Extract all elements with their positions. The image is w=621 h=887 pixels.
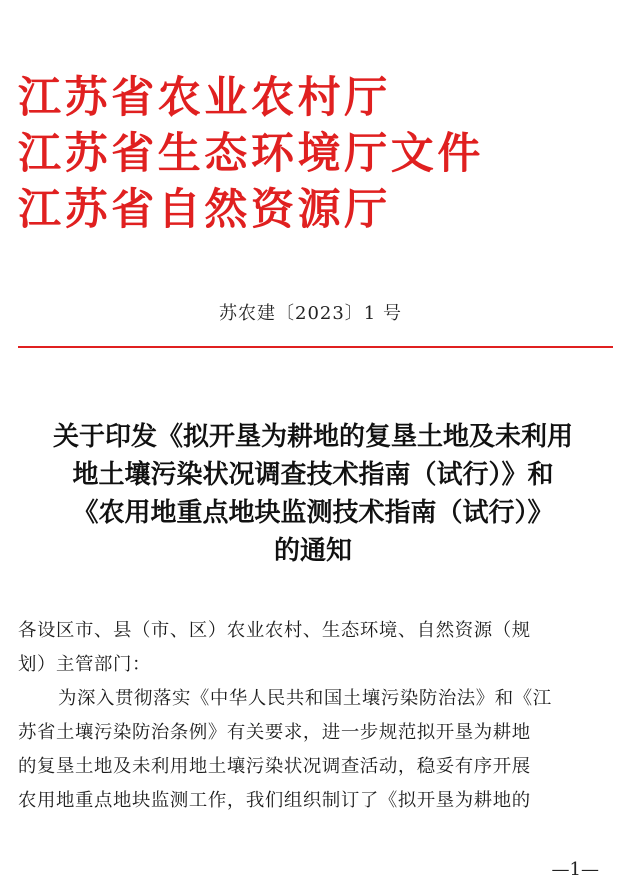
document-title	[18, 418, 608, 570]
agency-line-agriculture: 江苏省农业农村厅	[18, 73, 391, 123]
agency-line-resources: 江苏省自然资源厅	[18, 185, 391, 235]
title-line-4: 的通知	[273, 536, 352, 566]
red-divider-line	[18, 346, 613, 348]
page-number: —1—	[551, 859, 599, 880]
title-line-3: 《农用地重点地块监测技术指南（试行）》	[72, 498, 554, 528]
title-line-1: 关于印发《拟开垦为耕地的复垦土地及未利用	[52, 422, 573, 452]
recipients-line-1: 各设区市、县（市、区）农业农村、生态环境、自然资源（规	[18, 620, 531, 641]
paragraph-line-3: 的复垦土地及未利用地土壤污染状况调查活动，稳妥有序开展	[18, 756, 531, 777]
document-body	[18, 614, 608, 818]
title-line-2: 地土壤污染状况调查技术指南（试行）》和	[72, 460, 554, 490]
paragraph-line-4: 农用地重点地块监测工作，我们组织制订了《拟开垦为耕地的	[18, 790, 531, 811]
paragraph-line-2: 苏省土壤污染防治条例》有关要求，进一步规范拟开垦为耕地	[18, 722, 531, 743]
agency-line-ecology: 江苏省生态环境厅文件	[18, 129, 484, 179]
paragraph-line-1: 为深入贯彻落实《中华人民共和国土壤污染防治法》和《江	[58, 688, 552, 709]
document-number: 苏农建〔2023〕1 号	[219, 303, 402, 324]
recipients-line-2: 划）主管部门：	[18, 654, 151, 675]
issuing-agencies-header	[18, 70, 618, 238]
